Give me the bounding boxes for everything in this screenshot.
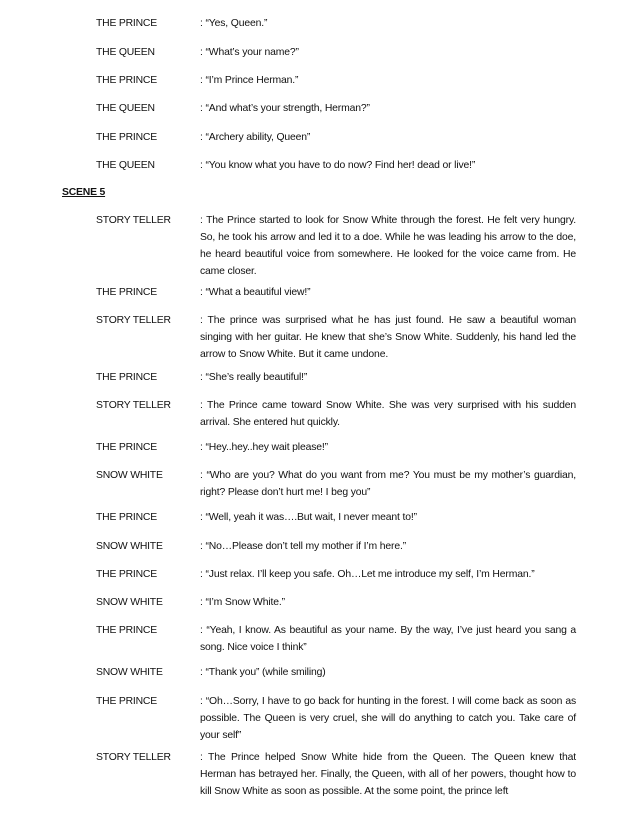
speaker-name: THE PRINCE [96, 512, 157, 523]
speaker-name: THE PRINCE [96, 287, 157, 298]
dialogue-line: : The Prince started to look for Snow White through the forest. He felt very hungry. So, he took his arrow and led it to a doe. While he was leading his arrow to the doe, he heard beautiful voice from somewhere. He looked for the voice came from. He came closer. [200, 215, 576, 277]
dialogue-line: : “I’m Prince Herman.” [200, 75, 299, 86]
speaker-name: STORY TELLER [96, 400, 171, 411]
dialogue-line: : “Well, yeah it was….But wait, I never meant to!” [200, 512, 417, 523]
speaker-name: SNOW WHITE [96, 597, 163, 608]
speaker-name: THE PRINCE [96, 18, 157, 29]
dialogue-line: : “Archery ability, Queen” [200, 132, 311, 143]
dialogue-line: : “Yeah, I know. As beautiful as your name. By the way, I’ve just heard you sang a song. Nice voice I think” [200, 625, 576, 653]
dialogue-line: : “I’m Snow White.” [200, 597, 285, 608]
dialogue-line: : “Oh…Sorry, I have to go back for hunting in the forest. I will come back as soon as possible. The Queen is very cruel, she will do anything to catch you. Take care of your self” [200, 696, 576, 741]
dialogue-line: : “Yes, Queen.” [200, 18, 268, 29]
dialogue-line: : “She’s really beautiful!” [200, 372, 308, 383]
speaker-name: STORY TELLER [96, 215, 171, 226]
dialogue-line: : “What’s your name?” [200, 47, 299, 58]
dialogue-line: : “Who are you? What do you want from me? You must be my mother’s guardian, right? Please don’t hurt me! I beg you” [200, 470, 576, 498]
speaker-name: THE PRINCE [96, 372, 157, 383]
speaker-name: SNOW WHITE [96, 667, 163, 678]
dialogue-line: : “Just relax. I’ll keep you safe. Oh…Let me introduce my self, I’m Herman.” [200, 569, 535, 580]
dialogue-line: : “And what’s your strength, Herman?” [200, 103, 370, 114]
dialogue-line: : “What a beautiful view!” [200, 287, 311, 298]
speaker-name: THE PRINCE [96, 132, 157, 143]
dialogue-line: : “You know what you have to do now? Find her! dead or live!” [200, 160, 476, 171]
speaker-name: THE QUEEN [96, 47, 155, 58]
dialogue-line: : “No…Please don’t tell my mother if I’m here.” [200, 541, 407, 552]
dialogue-line: : The prince was surprised what he has just found. He saw a beautiful woman singing with her guitar. He knew that she’s Snow White. Suddenly, his hand led the arrow to Snow White. But it came undone. [200, 315, 576, 360]
speaker-name: STORY TELLER [96, 315, 171, 326]
speaker-name: THE QUEEN [96, 160, 155, 171]
dialogue-line: : “Hey..hey..hey wait please!” [200, 442, 328, 453]
speaker-name: THE PRINCE [96, 75, 157, 86]
scene-heading: SCENE 5 [62, 187, 106, 198]
speaker-name: THE PRINCE [96, 696, 157, 707]
dialogue-line: : The Prince came toward Snow White. She was very surprised with his sudden arrival. She entered hut quickly. [200, 400, 576, 428]
dialogue-line: : “Thank you” (while smiling) [200, 667, 326, 678]
speaker-name: SNOW WHITE [96, 470, 163, 481]
speaker-name: SNOW WHITE [96, 541, 163, 552]
speaker-name: THE PRINCE [96, 569, 157, 580]
speaker-name: THE QUEEN [96, 103, 155, 114]
speaker-name: THE PRINCE [96, 625, 157, 636]
speaker-name: THE PRINCE [96, 442, 157, 453]
speaker-name: STORY TELLER [96, 752, 171, 763]
dialogue-line: : The Prince helped Snow White hide from the Queen. The Queen knew that Herman has betrayed her. Finally, the Queen, with all of her powers, thought how to kill Snow White as soon as possible. At the some point, the prince left [200, 752, 576, 797]
